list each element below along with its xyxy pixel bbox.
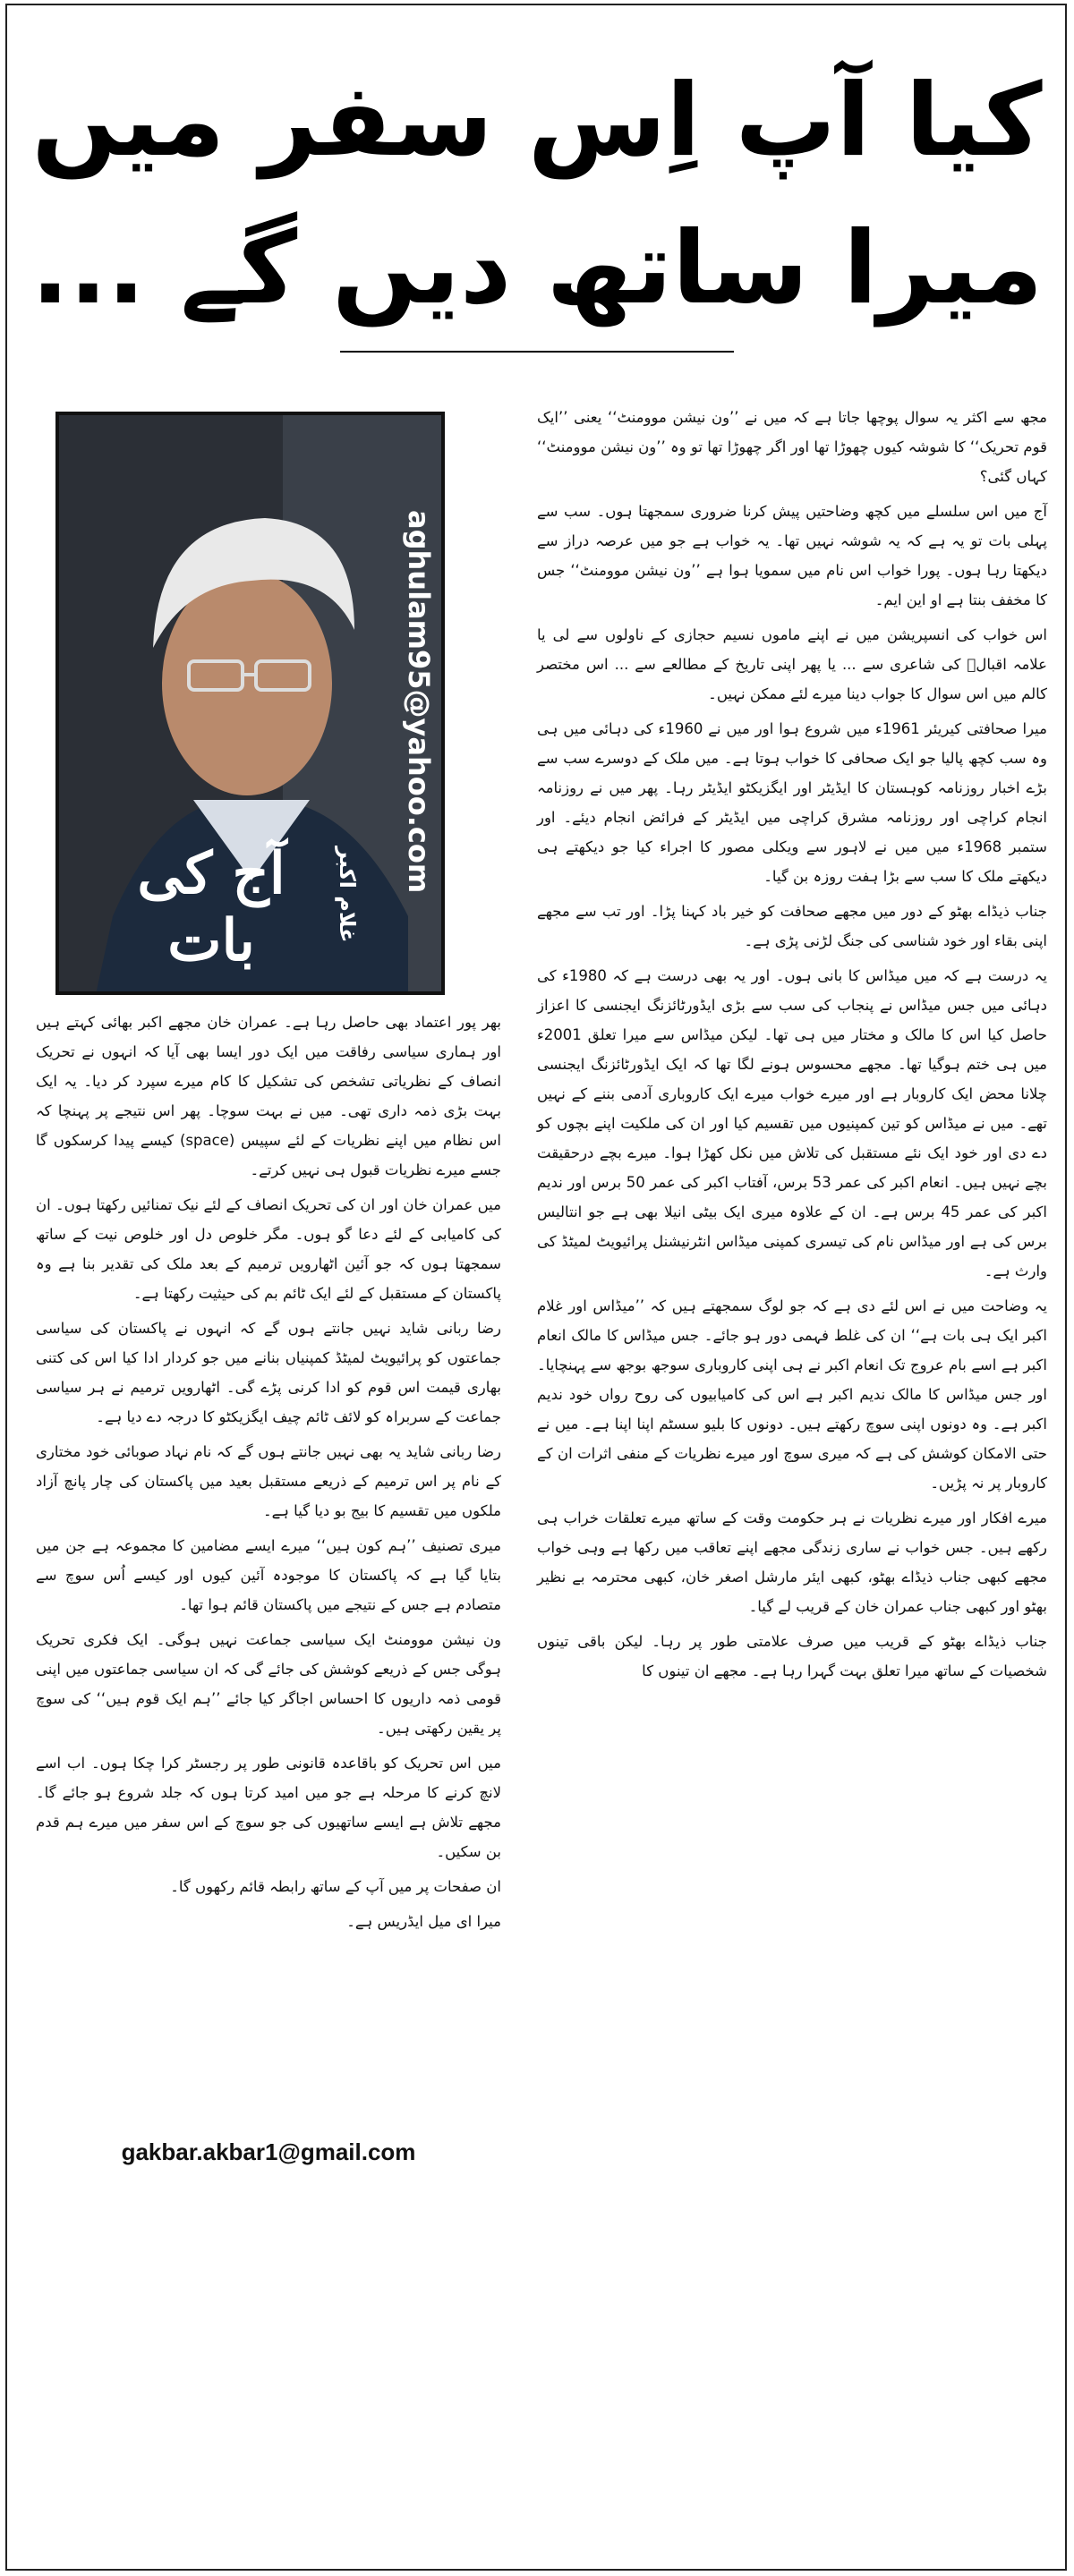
- paragraph: میں اس تحریک کو باقاعدہ قانونی طور پر رجسٹر کرا چکا ہوں۔ اب اسے لانچ کرنے کا مرحلہ ہے جو میں امید کرتا ہوں کہ جلد شروع ہو جائے گا۔ مجھے تلاش ہے ایسے ساتھیوں کی جو سوچ کے اس سفر میں میرے ہم قدم بن سکیں۔: [36, 1755, 501, 1860]
- paragraph: اس خواب کی انسپریشن میں نے اپنے ماموں نسیم حجازی کے ناولوں سے لی یا علامہ اقبالؒ کی شاعری سے ... یا پھر اپنی تاریخ کے مطالعے سے ... اس مختصر کالم میں اس سوال کا جواب دینا میرے لئے ممکن نہیں۔: [537, 626, 1047, 702]
- article-left-column: [36, 1007, 501, 2137]
- paragraph: آج میں اس سلسلے میں کچھ وضاحتیں پیش کرنا ضروری سمجھتا ہوں۔ سب سے پہلی بات تو یہ ہے کہ یہ شوشہ نہیں تھا۔ یہ خواب ہے جو میں عرصہ دراز سے دیکھتا رہا ہوں۔ پورا خواب اس نام میں سمویا ہوا ہے ’’ون نیشن موومنٹ‘‘ جس کا مخفف بنتا ہے او این ایم۔: [537, 503, 1047, 608]
- author-photo: [55, 412, 445, 995]
- contact-email: gakbar.akbar1@gmail.com: [121, 2138, 416, 2165]
- paragraph: مجھ سے اکثر یہ سوال پوچھا جاتا ہے کہ میں نے ’’ون نیشن موومنٹ‘‘ یعنی ’’ایک قوم تحریک‘‘ کا شوشہ کیوں چھوڑا تھا اور اگر چھوڑا تھا تو وہ ’’ون نیشن موومنٹ‘‘ کہاں گئی؟: [537, 409, 1047, 485]
- paragraph: جناب ذیڈاے بھٹو کے قریب میں صرف علامتی طور پر رہا۔ لیکن باقی تینوں شخصیات کے ساتھ میرا تعلق بہت گہرا رہا ہے۔ مجھے ان تینوں کا: [537, 1633, 1047, 1679]
- paragraph: میرے افکار اور میرے نظریات نے ہر حکومت وقت کے ساتھ میرے تعلقات خراب ہی رکھے ہیں۔ جس خواب نے ساری زندگی مجھے اپنے تعاقب میں رکھا ہے وہی خواب مجھے کبھی جناب ذیڈاے بھٹو، کبھی ایئر مارشل اصغر خان، کبھی محترمہ بے نظیر بھٹو اور کبھی جناب عمران خان کے قریب لے گیا۔: [537, 1509, 1047, 1615]
- paragraph: میرا ای میل ایڈریس ہے۔: [346, 1913, 501, 1930]
- headline-line-2: میرا ساتھ دیں گے ...: [30, 210, 1044, 327]
- paragraph: رضا ربانی شاید نہیں جانتے ہوں گے کہ انہوں نے پاکستان کی سیاسی جماعتوں کو پرائیویٹ لمیٹڈ کمپنیاں بنانے میں جو کردار ادا کیا اس کی کتنی بھاری قیمت اس قوم کو ادا کرنی پڑے گی۔ اٹھارویں ترمیم نے ہر سیاسی جماعت کے سربراہ کو لائف ٹائم چیف ایگزیکٹو کا درجہ دے دیا ہے۔: [36, 1320, 501, 1425]
- paragraph: یہ درست ہے کہ میں میڈاس کا بانی ہوں۔ اور یہ بھی درست ہے کہ 1980ء کی دہائی میں جس میڈاس نے پنجاب کی سب سے بڑی ایڈورٹائزنگ ایجنسی کا اعزاز حاصل کیا اس کا مالک و مختار میں ہی تھا۔ لیکن میڈاس سے میرا تعلق 2001ء میں ہی ختم ہوگیا تھا۔ مجھے محسوس ہونے لگا تھا کہ ایک ایڈورٹائزنگ ایجنسی چلانا محض ایک کاروبار ہے اور میرے خواب میرے ایک کاروباری آدمی بننے کے نہیں تھے۔ میں نے میڈاس کو تین کمپنیوں میں تقسیم کیا اور ان کی ملکیت اپنے بچوں کو دے دی اور خود ایک نئے مستقبل کی تلاش میں نکل کھڑا ہوا۔ میرے بچے درحقیقت بچے نہیں ہیں۔ انعام اکبر کی عمر 53 برس، آفتاب اکبر کی عمر 50 برس اور ندیم اکبر کی عمر 45 برس ہے۔ ان کے علاوہ میری ایک بیٹی انیلا بھی ہے جو انتالیس برس کی ہے اور میڈاس نام کی تیسری کمپنی میڈاس انٹرنیشنل پرائیویٹ لمیٹڈ کی وارث ہے۔: [537, 967, 1047, 1279]
- paragraph: میرا صحافتی کیریئر 1961ء میں شروع ہوا اور میں نے 1960ء کی دہائی میں ہی وہ سب کچھ پالیا جو ایک صحافی کا خواب ہوتا ہے۔ میں ملک کے دوسرے سب سے بڑے اخبار روزنامہ کوہستان کا ایڈیٹر اور ایگزیکٹو ایڈیٹر رہا۔ پھر میں نے روزنامہ انجام کراچی اور روزنامہ مشرق کراچی میں ایڈیٹر کے فرائض انجام دیئے۔ اور ستمبر 1968ء میں میں نے لاہور سے ویکلی مصور کا اجراء کیا جو دیکھتے ہی دیکھتے ملک کا سب سے بڑا ہفت روزہ بن گیا۔: [537, 720, 1047, 885]
- article-right-column: [537, 403, 1047, 2563]
- paragraph: میری تصنیف ’’ہم کون ہیں‘‘ میرے ایسے مضامین کا مجموعہ ہے جن میں بتایا گیا ہے کہ پاکستان کا موجودہ آئین کیوں اور کیسے اُس سوچ سے متصادم ہے جس کے نتیجے میں پاکستان قائم ہوا تھا۔: [36, 1537, 501, 1613]
- column-logo: آج کی بات: [137, 840, 286, 974]
- paragraph: رضا ربانی شاید یہ بھی نہیں جانتے ہوں گے کہ نام نہاد صوبائی خود مختاری کے نام پر اس ترمیم کے ذریعے مستقبل بعید میں پاکستان کی چار پانچ آزاد ملکوں میں تقسیم کا بیج بو دیا گیا ہے۔: [36, 1443, 501, 1519]
- paragraph: بھر پور اعتماد بھی حاصل رہا ہے۔ عمران خان مجھے اکبر بھائی کہتے ہیں اور ہماری سیاسی رفاقت میں ایک دور ایسا بھی آیا کہ انہوں نے تحریک انصاف کے نظریاتی تشخص کی تشکیل کا کام میرے سپرد کر دیا۔ یہ ایک بہت بڑی ذمہ داری تھی۔ میں نے بہت سوچا۔ پھر اس نتیجے پر پہنچا کہ اس نظام میں اپنے نظریات کے لئے سپیس (space) کیسے پیدا کرسکوں گا جسے میرے نظریات قبول ہی نہیں کرتے۔: [36, 1014, 501, 1178]
- paragraph: جناب ذیڈاے بھٹو کے دور میں مجھے صحافت کو خیر باد کہنا پڑا۔ اور تب سے مجھے اپنی بقاء اور خود شناسی کی جنگ لڑنی پڑی ہے۔: [537, 903, 1047, 949]
- photo-email-text: aghulam95@yahoo.com: [402, 509, 436, 894]
- paragraph: ون نیشن موومنٹ ایک سیاسی جماعت نہیں ہوگی۔ ایک فکری تحریک ہوگی جس کے ذریعے کوشش کی جائے گی کہ ان سیاسی جماعتوں میں اپنی قومی ذمہ داریوں کا احساس اجاگر کیا جائے ’’ہم ایک قوم ہیں‘‘ کی سوچ پر یقین رکھتی ہیں۔: [36, 1631, 501, 1737]
- paragraph: میں عمران خان اور ان کی تحریک انصاف کے لئے نیک تمنائیں رکھتا ہوں۔ ان کی کامیابی کے لئے دعا گو ہوں۔ مگر خلوص دل اور خلوص نیت کے ساتھ سمجھتا ہوں کہ جو آئین اٹھارویں ترمیم کے بعد ملک کی تقدیر بنا ہے وہ پاکستان کے مستقبل کے لئے ایک ٹائم بم کی حیثیت رکھتا ہے۔: [36, 1196, 501, 1302]
- paragraph: ان صفحات پر میں آپ کے ساتھ رابطہ قائم رکھوں گا۔: [170, 1878, 501, 1895]
- headline-line-1: کیا آپ اِس سفر میں: [31, 63, 1043, 179]
- author-name: غلام اکبر: [335, 846, 360, 943]
- paragraph: یہ وضاحت میں نے اس لئے دی ہے کہ جو لوگ سمجھتے ہیں کہ ’’میڈاس اور غلام اکبر ایک ہی بات ہے‘‘ ان کی غلط فہمی دور ہو جائے۔ جس میڈاس کا مالک انعام اکبر ہے اسے بام عروج تک انعام اکبر نے ہی اپنی کاروباری سوجھ بوجھ سے پہنچایا۔ اور جس میڈاس کا مالک ندیم اکبر ہے اس کی کامیابیوں کی روح رواں خود ندیم اکبر ہے۔ وہ دونوں اپنی سوچ رکھتے ہیں۔ دونوں کا بلیو سسٹم اپنا اپنا ہے۔ میں نے حتی الامکان کوشش کی ہے کہ میری سوچ اور میرے نظریات کے منفی اثرات ان کے کاروبار پر نہ پڑیں۔: [537, 1297, 1047, 1492]
- headline-rule: [340, 351, 734, 353]
